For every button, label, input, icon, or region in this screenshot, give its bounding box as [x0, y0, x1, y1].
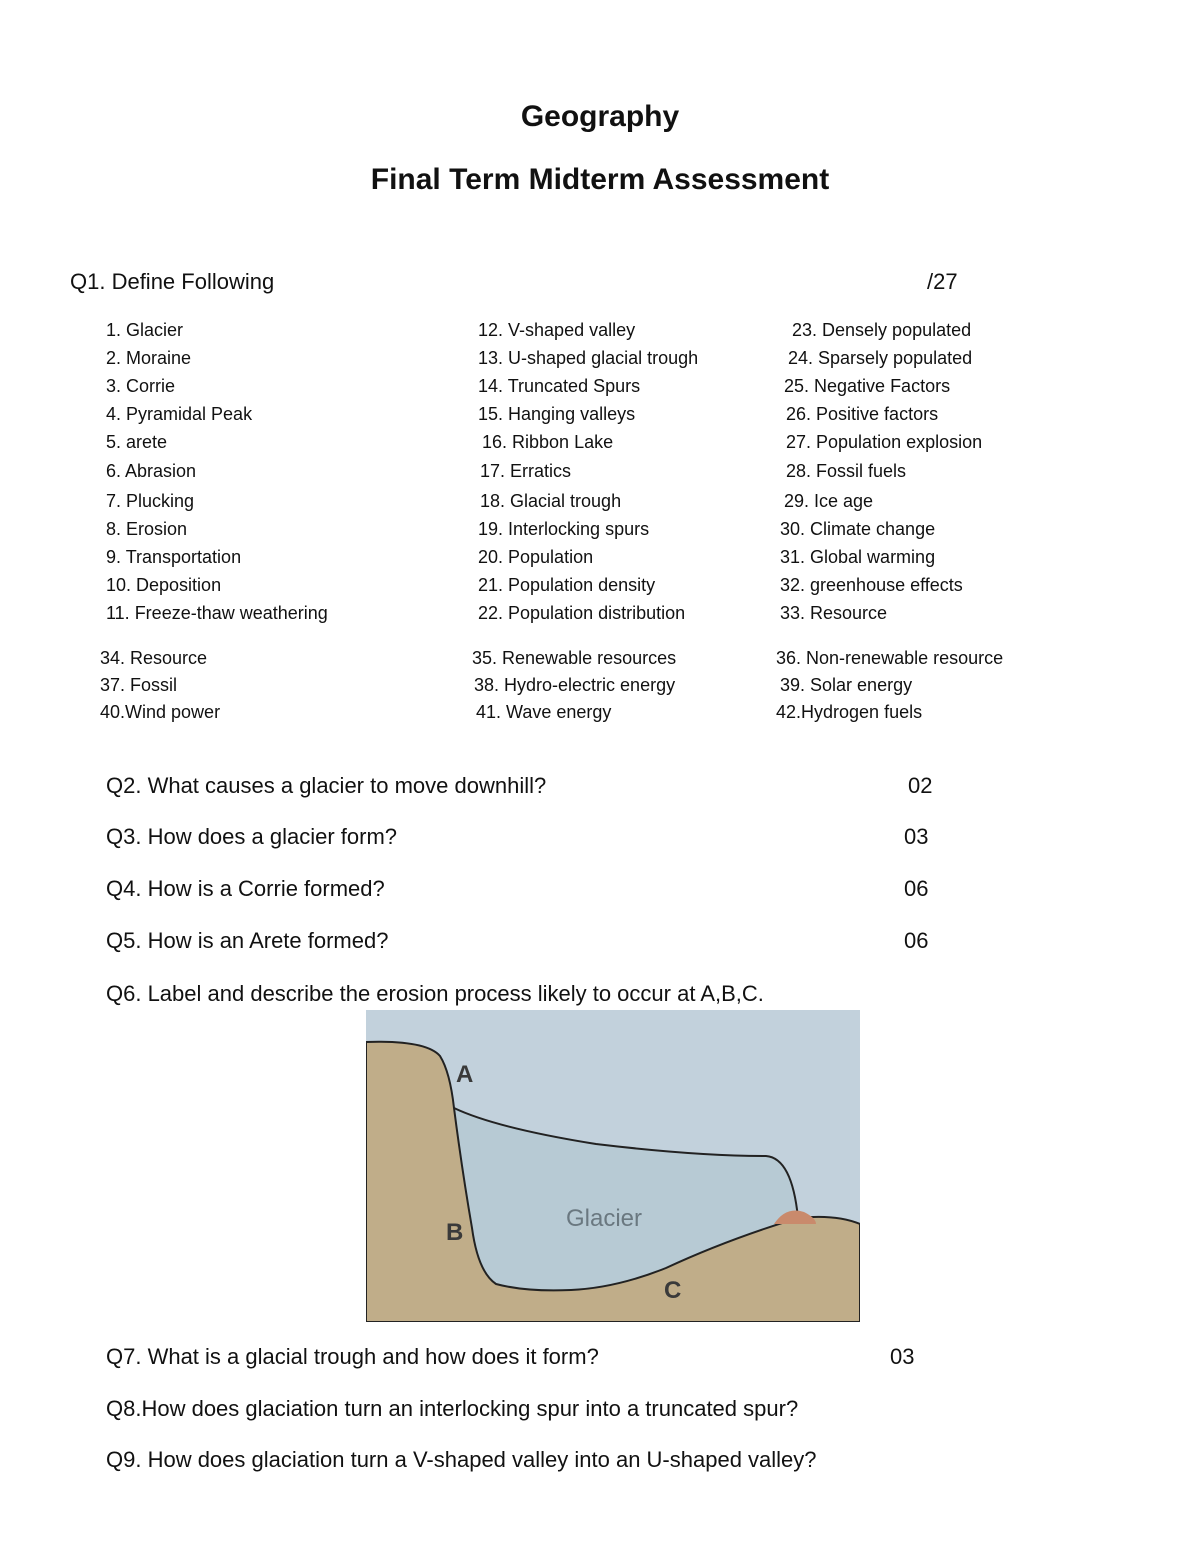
list-item: 33. Resource [780, 603, 888, 623]
list-item: 34. Resource [100, 648, 208, 668]
list-item: 25. Negative Factors [784, 376, 951, 396]
list-item: 16. Ribbon Lake [482, 432, 614, 452]
list-item: 1. Glacier [106, 320, 184, 340]
list-item: 37. Fossil [100, 675, 178, 695]
list-item: 35. Renewable resources [472, 648, 677, 668]
list-item: 24. Sparsely populated [788, 348, 973, 368]
question-5: Q5. How is an Arete formed? [106, 928, 389, 953]
question-7-marks: 03 [890, 1344, 915, 1369]
list-item: 41. Wave energy [476, 702, 612, 722]
diagram-glacier-label: Glacier [566, 1205, 643, 1232]
question-5-marks: 06 [904, 928, 929, 953]
list-item: 40.Wind power [100, 702, 221, 722]
list-item: 42.Hydrogen fuels [776, 702, 923, 722]
question-4: Q4. How is a Corrie formed? [106, 876, 385, 901]
list-item: 30. Climate change [780, 519, 936, 539]
list-item: 9. Transportation [106, 547, 242, 567]
list-item: 21. Population density [478, 575, 656, 595]
list-item: 3. Corrie [106, 376, 176, 396]
question-6: Q6. Label and describe the erosion process likely to occur at A,B,C. [106, 981, 764, 1006]
list-item: 8. Erosion [106, 519, 188, 539]
list-item: 7. Plucking [106, 491, 195, 511]
list-item: 20. Population [478, 547, 594, 567]
question-3: Q3. How does a glacier form? [106, 824, 398, 849]
list-item: 11. Freeze-thaw weathering [106, 603, 328, 623]
question-8: Q8.How does glaciation turn an interlocking spur into a truncated spur? [106, 1396, 799, 1421]
list-item: 27. Population explosion [786, 432, 983, 452]
diagram-label-b: B [446, 1219, 464, 1246]
list-item: 18. Glacial trough [480, 491, 622, 511]
document-title: Geography [520, 100, 680, 133]
question-2: Q2. What causes a glacier to move downhill? [106, 773, 547, 798]
glacier-diagram [366, 1010, 860, 1322]
list-item: 5. arete [106, 432, 168, 452]
question-3-marks: 03 [904, 824, 929, 849]
question-4-marks: 06 [904, 876, 929, 901]
list-item: 32. greenhouse effects [780, 575, 963, 595]
list-item: 31. Global warming [780, 547, 936, 567]
question-9: Q9. How does glaciation turn a V-shaped valley into an U-shaped valley? [106, 1447, 817, 1472]
list-item: 15. Hanging valleys [478, 404, 636, 424]
list-item: 22. Population distribution [478, 603, 686, 623]
list-item: 26. Positive factors [786, 404, 939, 424]
list-item: 23. Densely populated [792, 320, 972, 340]
question-2-marks: 02 [908, 773, 933, 798]
list-item: 10. Deposition [106, 575, 222, 595]
list-item: 13. U-shaped glacial trough [478, 348, 699, 368]
list-item: 2. Moraine [106, 348, 192, 368]
list-item: 29. Ice age [784, 491, 874, 511]
list-item: 4. Pyramidal Peak [106, 404, 253, 424]
q1-heading: Q1. Define Following [70, 269, 275, 294]
list-item: 38. Hydro-electric energy [474, 675, 676, 695]
question-7: Q7. What is a glacial trough and how does it form? [106, 1344, 599, 1369]
list-item: 12. V-shaped valley [478, 320, 636, 340]
q1-marks: /27 [927, 269, 958, 294]
document-subtitle: Final Term Midterm Assessment [370, 163, 830, 196]
list-item: 17. Erratics [480, 461, 572, 481]
diagram-label-c: C [664, 1277, 682, 1304]
list-item: 39. Solar energy [780, 675, 913, 695]
list-item: 28. Fossil fuels [786, 461, 907, 481]
list-item: 36. Non-renewable resource [776, 648, 1004, 668]
diagram-label-a: A [456, 1061, 474, 1088]
list-item: 19. Interlocking spurs [478, 519, 650, 539]
list-item: 14. Truncated Spurs [478, 376, 641, 396]
list-item: 6. Abrasion [106, 461, 197, 481]
